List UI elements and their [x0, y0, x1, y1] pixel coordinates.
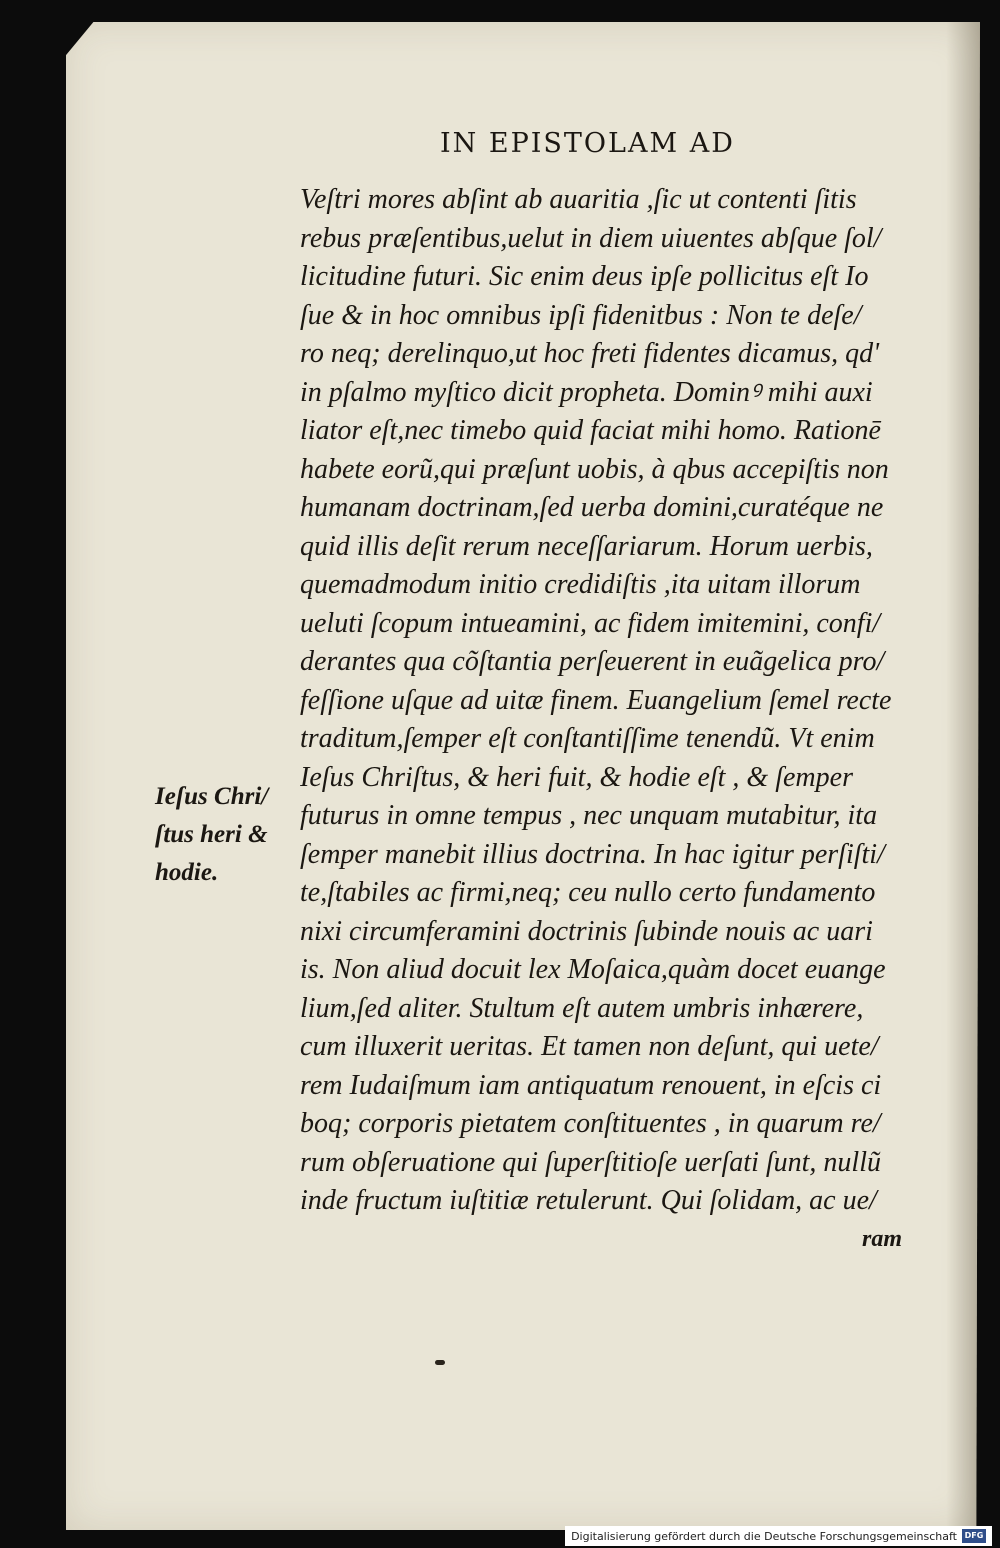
text-line: feſſione uſque ad uitæ finem. Euangelium ſemel recte [300, 684, 892, 716]
text-line: traditum,ſemper eſt conſtantiſſime tenendũ. Vt enim [300, 723, 875, 754]
text-line: derantes qua cõſtantia perſeuerent in euãgelica pro/ [300, 646, 885, 677]
text-line: inde fructum iuſtitiæ retulerunt. Qui ſolidam, ac ue/ [300, 1185, 877, 1216]
margin-note-line: ſtus heri & [155, 821, 268, 848]
dfg-logo: DFG [962, 1529, 986, 1543]
text-line: nixi circumferamini doctrinis ſubinde nouis ac uari [300, 915, 873, 947]
digitization-credit [565, 1526, 992, 1546]
text-line: Ieſus Chriſtus, & heri fuit, & hodie eſt , & ſemper [300, 761, 853, 793]
text-line: rem Iudaiſmum iam antiquatum renouent, in eſcis ci [300, 1069, 882, 1101]
text-line: is. Non aliud docuit lex Moſaica,quàm docet euange [300, 954, 886, 985]
text-line: futurus in omne tempus , nec unquam mutabitur, ita [300, 800, 878, 831]
catchword: ram [862, 1226, 903, 1252]
text-line: licitudine futuri. Sic enim deus ipſe pollicitus eſt Io [300, 261, 869, 292]
credit-text: Digitalisierung gefördert durch die Deutsche Forschungsgemeinschaft [571, 1529, 957, 1543]
text-line: quid illis deſit rerum neceſſariarum. Horum uerbis, [300, 530, 873, 562]
text-line: in pſalmo myſtico dicit propheta. Dominꝰ mihi auxi [300, 376, 873, 408]
text-line: te,ſtabiles ac firmi,neq; ceu nullo certo fundamento [300, 877, 876, 908]
margin-note-line: hodie. [155, 859, 219, 886]
text-line: lium,ſed aliter. Stultum eſt autem umbris inhærere, [300, 992, 864, 1024]
margin-note [155, 778, 305, 892]
text-line: boq; corporis pietatem conſtituentes , in quarum re/ [300, 1108, 881, 1139]
text-line: quemadmodum initio credidiſtis ,ita uitam illorum [300, 569, 861, 600]
text-line: Veſtri mores abſint ab auaritia ,ſic ut contenti ſitis [300, 184, 857, 215]
text-line: ueluti ſcopum intueamini, ac fidem imitemini, confi/ [300, 607, 881, 639]
text-line: habete eorũ,qui præſunt uobis, à qbus accepiſtis non [300, 453, 889, 485]
text-line: ro neq; derelinquo,ut hoc freti fidentes dicamus, qd' [300, 338, 880, 369]
text-line: ſue & in hoc omnibus ipſi fidenitbus : Non te deſe/ [300, 299, 862, 331]
main-text-block [300, 181, 950, 1221]
running-head: IN EPISTOLAM AD [440, 128, 735, 159]
text-line: humanam doctrinam,ſed uerba domini,curatéque ne [300, 492, 884, 523]
margin-note-line: Ieſus Chri/ [155, 783, 269, 810]
text-line: liator eſt,nec timebo quid faciat mihi homo. Rationē [300, 415, 881, 446]
text-line: cum illuxerit ueritas. Et tamen non deſunt, qui uete/ [300, 1031, 879, 1062]
text-line: ſemper manebit illius doctrina. In hac igitur perſiſti/ [300, 838, 885, 870]
ink-spot [435, 1360, 445, 1365]
text-line: rebus præſentibus,uelut in diem uiuentes abſque ſol/ [300, 222, 882, 254]
text-line: rum obſeruatione qui ſuperſtitioſe uerſati ſunt, nullũ [300, 1146, 881, 1178]
